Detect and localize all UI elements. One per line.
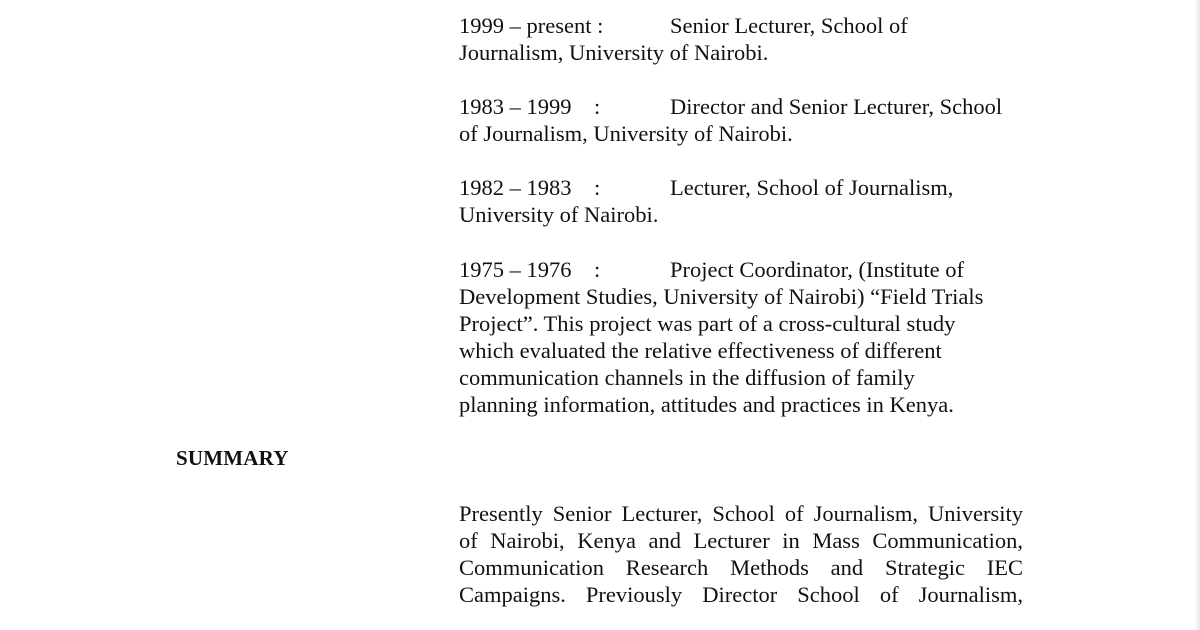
position-entry <box>459 256 1024 418</box>
entry-first-line <box>459 256 1024 283</box>
position-entry <box>459 93 1024 147</box>
entry-date: 1982 – 1983 : <box>459 175 601 200</box>
entry-line: communication channels in the diffusion of family <box>459 365 915 390</box>
entry-line: Journalism, University of Nairobi. <box>459 40 769 65</box>
summary-line: Presently Senior Lecturer, School of Journalism, University <box>459 501 1023 526</box>
entry-line: of Journalism, University of Nairobi. <box>459 121 793 146</box>
entry-first-line <box>459 12 1024 39</box>
summary-line: of Nairobi, Kenya and Lecturer in Mass Communication, <box>459 528 1023 553</box>
entry-role: Project Coordinator, (Institute of <box>670 257 965 282</box>
entry-first-line <box>459 93 1024 120</box>
entry-role: Director and Senior Lecturer, School <box>670 94 1003 119</box>
entry-line: Project”. This project was part of a cross-cultural study <box>459 311 956 336</box>
position-entry <box>459 174 1024 228</box>
page-edge-shadow <box>1194 0 1200 630</box>
entry-line: University of Nairobi. <box>459 202 659 227</box>
entry-line: planning information, attitudes and practices in Kenya. <box>459 392 954 417</box>
position-entry <box>459 12 1024 66</box>
summary-heading: SUMMARY <box>176 446 289 470</box>
entry-date: 1975 – 1976 : <box>459 257 601 282</box>
entry-role: Lecturer, School of Journalism, <box>670 175 954 200</box>
summary-line: Campaigns. Previously Director School of Journalism, <box>459 582 1023 607</box>
entry-role: Senior Lecturer, School of <box>670 13 908 38</box>
entry-line: Development Studies, University of Nairobi) “Field Trials <box>459 284 984 309</box>
summary-paragraph <box>459 500 1023 608</box>
entry-date: 1983 – 1999 : <box>459 94 601 119</box>
entry-first-line <box>459 174 1024 201</box>
summary-line: Communication Research Methods and Strategic IEC <box>459 555 1023 580</box>
entry-line: which evaluated the relative effectiveness of different <box>459 338 942 363</box>
entry-date: 1999 – present : <box>459 13 604 38</box>
